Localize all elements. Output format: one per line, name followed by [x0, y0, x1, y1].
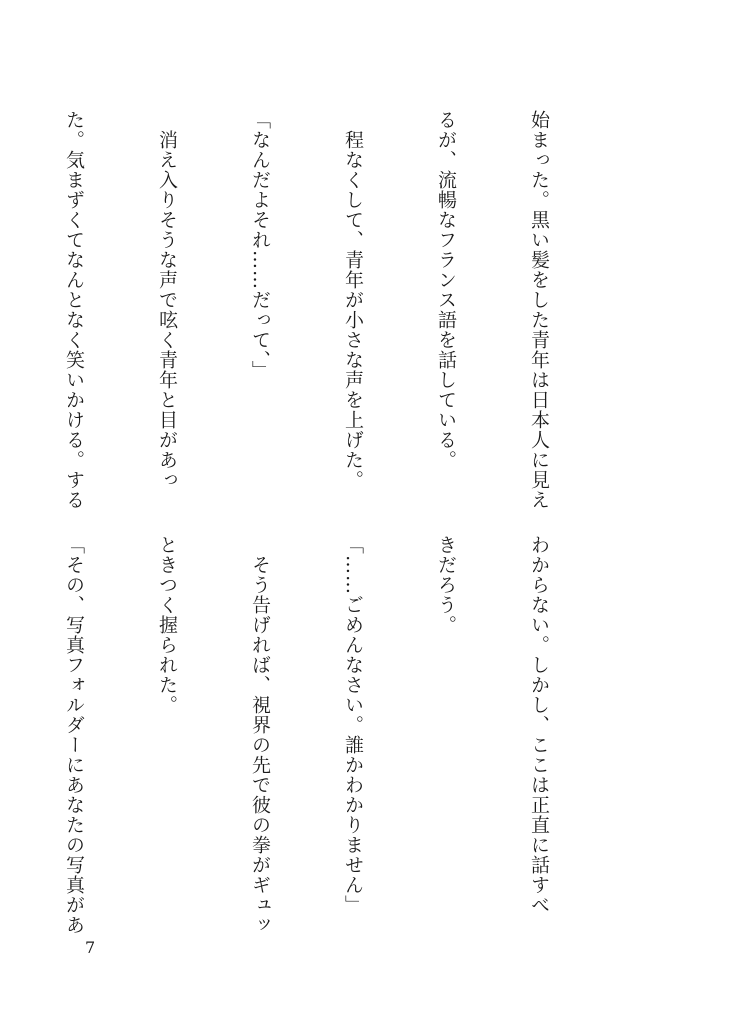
- text-line: 「その、写真フォルダーにあなたの写真があ: [63, 535, 85, 935]
- text-line: た。気まずくてなんとなく笑いかける。する: [63, 110, 85, 510]
- text-block-top: [0, 110, 616, 515]
- page-number: 7: [85, 938, 96, 957]
- text-line: 始まった。黒い髪をした青年は日本人に見え: [528, 110, 550, 510]
- text-line: 消え入りそうな声で呟く青年と目があっ: [156, 110, 178, 490]
- text-line: ときつく握られた。: [156, 535, 178, 715]
- text-line: きだろう。: [435, 535, 457, 635]
- text-line: るが、流暢なフランス語を話している。: [435, 110, 457, 470]
- text-block-bottom: [0, 535, 616, 940]
- text-line: 「……ごめんなさい。誰かわかりません」: [342, 535, 364, 915]
- text-line: 程なくして、青年が小さな声を上げた。: [342, 110, 364, 490]
- text-line: そう告げれば、視界の先で彼の拳がギュッ: [249, 535, 271, 935]
- text-line: 「なんだよそれ……だって、」: [249, 110, 271, 381]
- text-line: わからない。しかし、ここは正直に話すべ: [528, 535, 550, 915]
